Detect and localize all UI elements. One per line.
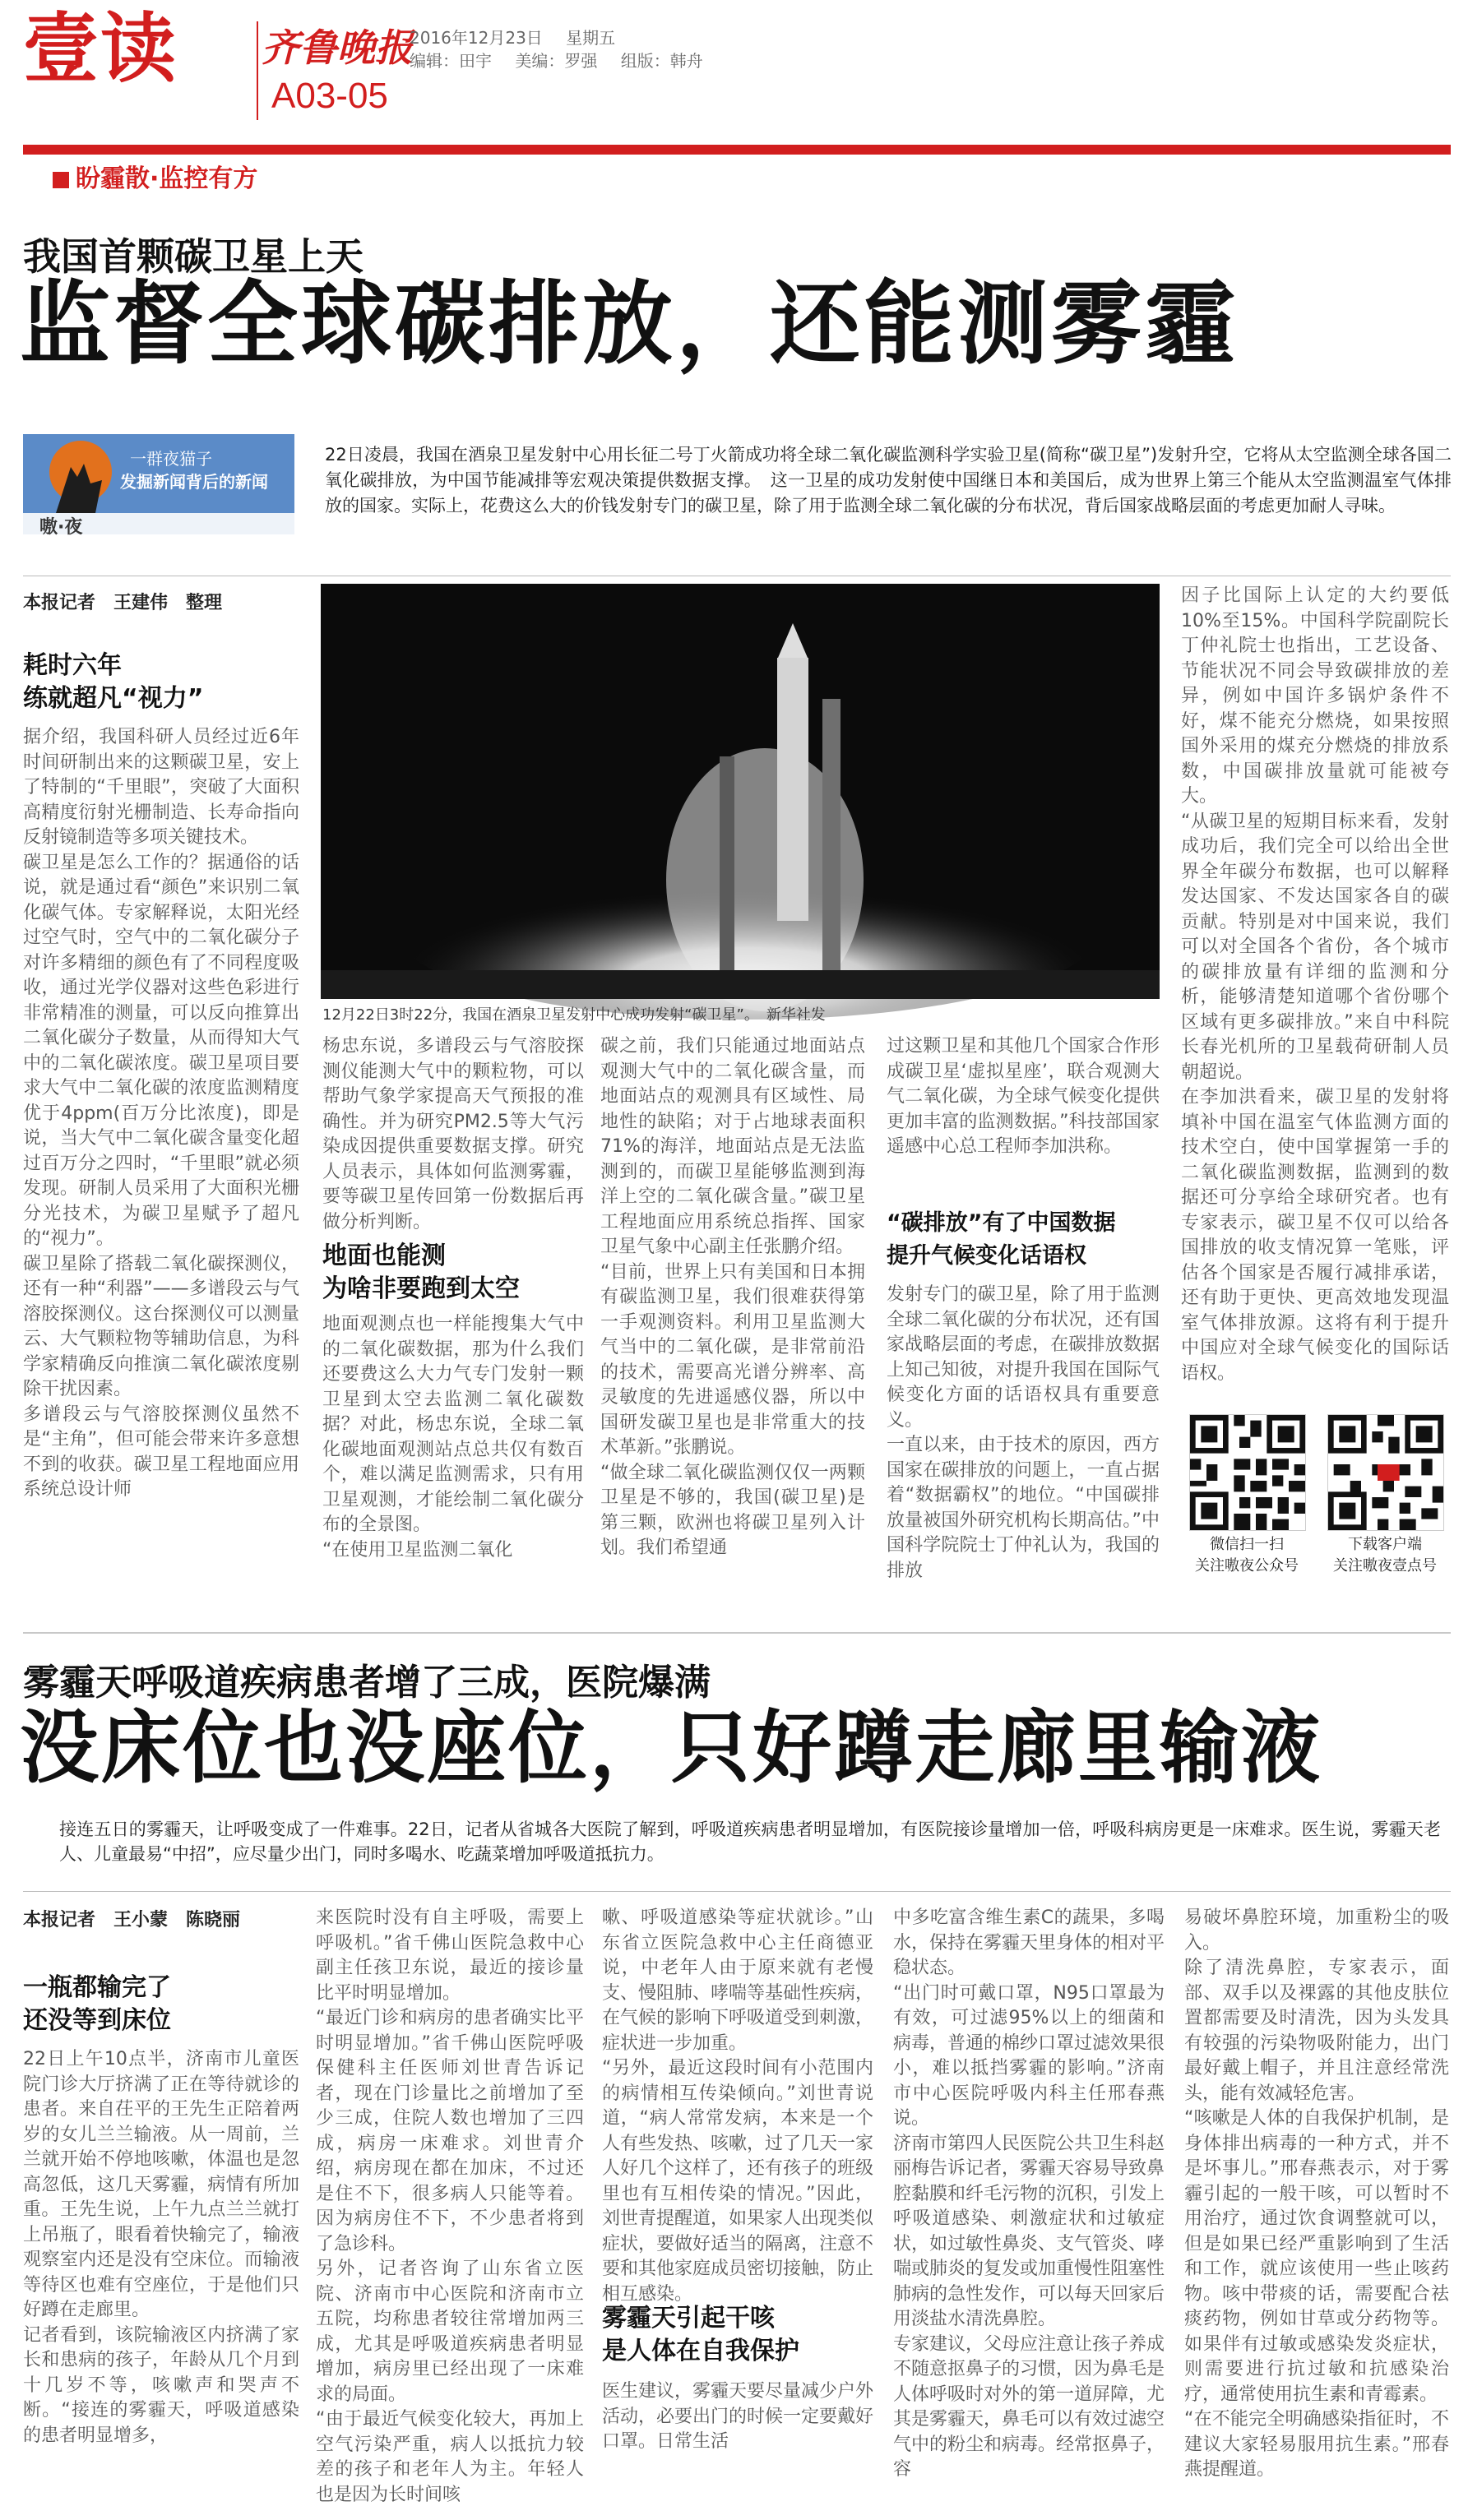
column-logo-line2: 发掘新闻背后的新闻	[120, 472, 268, 492]
article2-column-3: 嗽、呼吸道感染等症状就诊。”山东省立医院急救中心主任商德亚说，中老年人由于原来就有老慢支、慢阻肺、哮喘等基础性疾病，在气候的影响下呼吸道受到刺激，症状进一步加重。 “另外，最近这段时间有小范围内的病情相互传染倾向。”刘世青说道，“病人常常发病，本来是一个人有些发热、咳嗽，过了几天一家人好几个这样了，还有孩子的班级里也有互相传染的情况。”因此，刘世青提醒道，如果家人出现类似症状，要做好适当的隔离，注意不要和其他家庭成员密切接触，防止相互感染。	[602, 1907, 874, 2305]
article1-column-4b: 发射专门的碳卫星，除了用于监测全球二氧化碳的分布状况，还有国家战略层面的考虑，在碳排放数据上知己知彼，对提升我国在国际气候变化方面的话语权具有重要意义。 一直以来，由于技术的原因，西方国家在碳排放的问题上，一直占据着“数据霸权”的地位。“中国碳排放量被国外研究机构长期高估。”中国科学院院士丁仲礼认为，我国的排放	[887, 1284, 1160, 1581]
issue-weekday: 星期五	[566, 28, 616, 48]
photo-caption: 12月22日3时22分，我国在酒泉卫星发射中心成功发射“碳卫星”。 新华社发	[322, 1006, 826, 1024]
article1-column-5: 因子比国际上认定的大约要低10%至15%。中国科学院副院长丁仲礼院士也指出，工艺设备、节能状况不同会导致碳排放的差异，例如中国许多锅炉条件不好，煤不能充分燃烧，如果按照国外采用的煤充分燃烧的排放系数，中国碳排放量就可能被夸大。 “从碳卫星的短期目标来看，发射成功后，我们完全可以给出全世界全年碳分布数据，也可以解释发达国家、不发达国家各自的碳贡献。特别是对中国来说，我们可以对全国各个省份，各个城市的碳排放量有详细的监测和分析，能够清楚知道哪个省份哪个区域有更多碳排放。”来自中科院长春光机所的卫星载荷研制人员朝超说。 在李加洪看来，碳卫星的发射将填补中国在温室气体监测方面的技术空白，使中国掌握第一手的二氧化碳监测数据，监测到的数据还可分享给全球研究者。也有专家表示，碳卫星不仅可以给各国排放的收支情况算一笔账，评估各个国家是否履行减排承诺，还有助于更快、更高效地发现温室气体排放源。这将有利于提升中国应对全球气候变化的国际话语权。	[1181, 585, 1449, 1384]
article2-column-1: 22日上午10点半，济南市儿童医院门诊大厅挤满了正在等待就诊的患者。来自茌平的王先生正陪着两岁的女儿兰兰输液。从一周前，兰兰就开始不停地咳嗽，体温也是忽高忽低，这几天雾霾，病情有所加重。王先生说，上午九点兰兰就打上吊瓶了，眼看着快输完了，输液观察室内还是没有空床位。而输液等待区也难有空座位，于是他们只好蹲在走廊里。 记者看到，该院输液区内挤满了家长和患病的孩子，年龄从几个月到十几岁不等，咳嗽声和哭声不断。“接连的雾霾天，呼吸道感染的患者明显增多，	[23, 2049, 299, 2446]
article1-headline: 监督全球碳排放，还能测雾霾	[20, 271, 1239, 377]
article-separator	[23, 1632, 1451, 1634]
qr-code-icon	[1327, 1414, 1444, 1531]
article2-lead-divider	[23, 1891, 1451, 1892]
article1-subhead-1: 耗时六年 练就超凡“视力”	[23, 651, 204, 713]
section-tag	[53, 158, 257, 194]
editor-credit: 编辑：田宇	[410, 51, 492, 71]
masthead-rule	[23, 145, 1451, 155]
page-number: A03-05	[271, 76, 388, 116]
article2-subhead-2: 雾霾天引起干咳 是人体在自我保护	[602, 2304, 799, 2365]
issue-date: 2016年12月23日	[410, 28, 543, 48]
section-tag-label: 盼霾散·监控有方	[76, 164, 258, 193]
article2-subhead-1: 一瓶都输完了 还没等到床位	[23, 1973, 171, 2035]
page-logo: 壹读	[23, 5, 178, 93]
article1-subhead-2: 地面也能测 为啥非要跑到太空	[322, 1242, 520, 1303]
article1-column-1: 据介绍，我国科研人员经过近6年时间研制出来的这颗碳卫星，安上了特制的“千里眼”，突破了大面积高精度衍射光栅制造、长寿命指向反射镜制造等多项关键技术。 碳卫星是怎么工作的？据通俗的话说，就是通过看“颜色”来识别二氧化碳气体。专家解释说，太阳光经过空气时，空气中的二氧化碳分子对许多精细的颜色有了不同程度吸收，通过光学仪器对这些色彩进行非常精准的测量，可以反向推算出二氧化碳分子数量，从而得知大气中的二氧化碳浓度。碳卫星项目要求大气中二氧化碳的浓度监测精度优于4ppm(百万分比浓度)，即是说，当大气中二氧化碳含量变化超过百万分之四时，“千里眼”就必须发现。研制人员采用了大面积光栅分光技术，为碳卫星赋予了超凡的“视力”。 碳卫星除了搭载二氧化碳探测仪，还有一种“利器”——多谱段云与气溶胶探测仪。这台探测仪可以测量云、大气颗粒物等辅助信息，为科学家精确反向推演二氧化碳浓度剔除干扰因素。 多谱段云与气溶胶探测仪虽然不是“主角”，但可能会带来许多意想不到的收获。碳卫星工程地面应用系统总设计师	[23, 727, 299, 1500]
article2-column-3b: 医生建议，雾霾天要尽量减少户外活动，必要出门的时候一定要戴好口罩。日常生活	[602, 2381, 874, 2452]
column-logo-line1: 一群夜猫子	[130, 449, 212, 469]
rocket-launch-photo	[321, 584, 1160, 999]
column-logo	[23, 434, 294, 538]
masthead-meta	[410, 26, 721, 72]
article2-column-2: 来医院时没有自主呼吸，需要上呼吸机。”省千佛山医院急救中心副主任孩卫东说，最近的接诊量比平时明显增加。 “最近门诊和病房的患者确实比平时明显增加。”省千佛山医院呼吸保健科主任医师刘世青告诉记者，现在门诊量比之前增加了至少三成，住院人数也增加了三四成，病房一床难求。刘世青介绍，病房现在都在加床，不过还是住不下，很多病人只能等着。因为病房住不下，不少患者将到了急诊科。 另外，记者咨询了山东省立医院、济南市中心医院和济南市立五院，均称患者较往常增加两三成，尤其是呼吸道疾病患者明显增加，病房里已经出现了一床难求的局面。 “由于最近气候变化较大，再加上空气污染严重，病人以抵抗力较差的孩子和老年人为主。年轻人也是因为长时间咳	[316, 1907, 584, 2505]
article1-subtitle: 我国首颗碳卫星上天	[23, 234, 364, 279]
article2-byline: 本报记者 王小蒙 陈晓丽	[23, 1910, 241, 1930]
layout-editor-credit: 组版：韩舟	[620, 51, 703, 71]
article1-column-2b: 地面观测点也一样能搜集大气中的二氧化碳数据，那为什么我们还要费这么大力气专门发射一颗卫星到太空去监测二氧化碳数据？对此，杨忠东说，全球二氧化碳地面观测站点总共仅有数百个，难以满足监测需求，只有用卫星观测，才能绘制二氧化碳分布的全景图。 “在使用卫星监测二氧化	[322, 1314, 584, 1561]
qr-code-icon	[1189, 1414, 1306, 1531]
art-editor-credit: 美编：罗强	[515, 51, 598, 71]
qr-wechat[interactable]	[1189, 1414, 1313, 1577]
article1-byline: 本报记者 王建伟 整理	[23, 593, 223, 613]
article2-column-4: 中多吃富含维生素C的蔬果，多喝水，保持在雾霾天里身体的相对平稳状态。 “出门时可戴口罩，N95口罩最为有效，可过滤95%以上的细菌和病毒，普通的棉纱口罩过滤效果很小，难以抵挡雾霾的影响。”济南市中心医院呼吸内科主任邢春燕说。 济南市第四人民医院公共卫生科赵丽梅告诉记者，雾霾天容易导致鼻腔黏膜和纤毛污物的沉积，引发上呼吸道感染、刺激症状和过敏症状，如过敏性鼻炎、支气管炎、哮喘或肺炎的复发或加重慢性阻塞性肺病的急性发作，可以每天回家后用淡盐水清洗鼻腔。 专家建议，父母应注意让孩子养成不随意抠鼻子的习惯，因为鼻毛是人体呼吸时对外的第一道屏障，尤其是雾霾天，鼻毛可以有效过滤空气中的粉尘和病毒。经常抠鼻子，容	[893, 1907, 1165, 2480]
article2-headline: 没床位也没座位，只好蹲走廊里输液	[20, 1702, 1322, 1794]
article2-column-5: 易破坏鼻腔环境，加重粉尘的吸入。 除了清洗鼻腔，专家表示，面部、双手以及裸露的其他皮肤位置都需要及时清洗，因为头发具有较强的污染物吸附能力，出门最好戴上帽子，并且注意经常洗头，能有效减轻危害。 “咳嗽是人体的自我保护机制，是身体排出病毒的一种方式，并不是坏事儿。”邢春燕表示，对于雾霾引起的一般干咳，可以暂时不用治疗，通过饮食调整就可以，但是如果已经严重影响到了生活和工作，就应该使用一些止咳药物。咳中带痰的话，需要配合祛痰药物，例如甘草或分药物等。如果伴有过敏或感染发炎症状，则需要进行抗过敏和抗感染治疗，通常使用抗生素和青霉素。 “在不能完全明确感染指征时，不建议大家轻易服用抗生素。”邢春燕提醒道。	[1184, 1907, 1449, 2480]
rocket-launch-image	[321, 584, 1160, 999]
column-name: 嗷·夜	[39, 517, 83, 538]
article1-column-2: 杨忠东说，多谱段云与气溶胶探测仪能测大气中的颗粒物，可以帮助气象学家提高天气预报的准确性。并为研究PM2.5等大气污染成因提供重要数据支撑。研究人员表示，具体如何监测雾霾，要等碳卫星传回第一份数据后再做分析判断。	[322, 1036, 584, 1232]
article2-lead: 接连五日的雾霾天，让呼吸变成了一件难事。22日，记者从省城各大医院了解到，呼吸道疾病患者明显增加，有医院接诊量增加一倍，呼吸科病房更是一床难求。医生说，雾霾天老人、儿童最易“中招”，应尽量少出门，同时多喝水、吃蔬菜增加呼吸道抵抗力。	[59, 1819, 1441, 1864]
newspaper-brand: 齐鲁晚报	[262, 25, 413, 70]
masthead-divider	[257, 21, 258, 120]
qr-app[interactable]	[1327, 1414, 1451, 1577]
qr-app-label: 下载客户端 关注嗷夜壹点号	[1333, 1536, 1437, 1574]
square-icon	[53, 172, 69, 188]
article1-subhead-3: “碳排放”有了中国数据 提升气候变化话语权	[887, 1210, 1116, 1269]
article1-column-4: 过这颗卫星和其他几个国家合作形成碳卫星‘虚拟星座’，联合观测大气二氧化碳，为全球气候变化提供更加丰富的监测数据。”科技部国家遥感中心总工程师李加洪称。	[887, 1036, 1160, 1157]
article1-lead: 22日凌晨，我国在酒泉卫星发射中心用长征二号丁火箭成功将全球二氧化碳监测科学实验卫星(简称“碳卫星”)发射升空，它将从太空监测全球各国二氧化碳排放，为中国节能减排等宏观决策提供数据支撑。 这一卫星的成功发射使中国继日本和美国后，成为世界上第三个能从太空监测温室气体排放的国家。实际上，花费这么大的价钱发射专门的碳卫星，除了用于监测全球二氧化碳的分布状况，背后国家战略层面的考虑更加耐人寻味。	[325, 445, 1452, 516]
article1-column-3: 碳之前，我们只能通过地面站点观测大气中的二氧化碳含量，而地面站点的观测具有区域性、局地性的缺陷；对于占地球表面积71%的海洋，地面站点是无法监测到的，而碳卫星能够监测到海洋上空的二氧化碳含量。”碳卫星工程地面应用系统总指挥、国家卫星气象中心副主任张鹏介绍。 “目前，世界上只有美国和日本拥有碳监测卫星，我们很难获得第一手观测资料。利用卫星监测大气当中的二氧化碳，是非常前沿的技术，需要高光谱分辨率、高灵敏度的先进遥感仪器，所以中国研发碳卫星也是非常重大的技术革新。”张鹏说。 “做全球二氧化碳监测仅仅一两颗卫星是不够的，我国(碳卫星)是第三颗，欧洲也将碳卫星列入计划。我们希望通	[600, 1036, 865, 1558]
qr-wechat-label: 微信扫一扫 关注嗷夜公众号	[1195, 1536, 1299, 1574]
article2-subtitle: 雾霾天呼吸道疾病患者增了三成，医院爆满	[23, 1662, 711, 1704]
